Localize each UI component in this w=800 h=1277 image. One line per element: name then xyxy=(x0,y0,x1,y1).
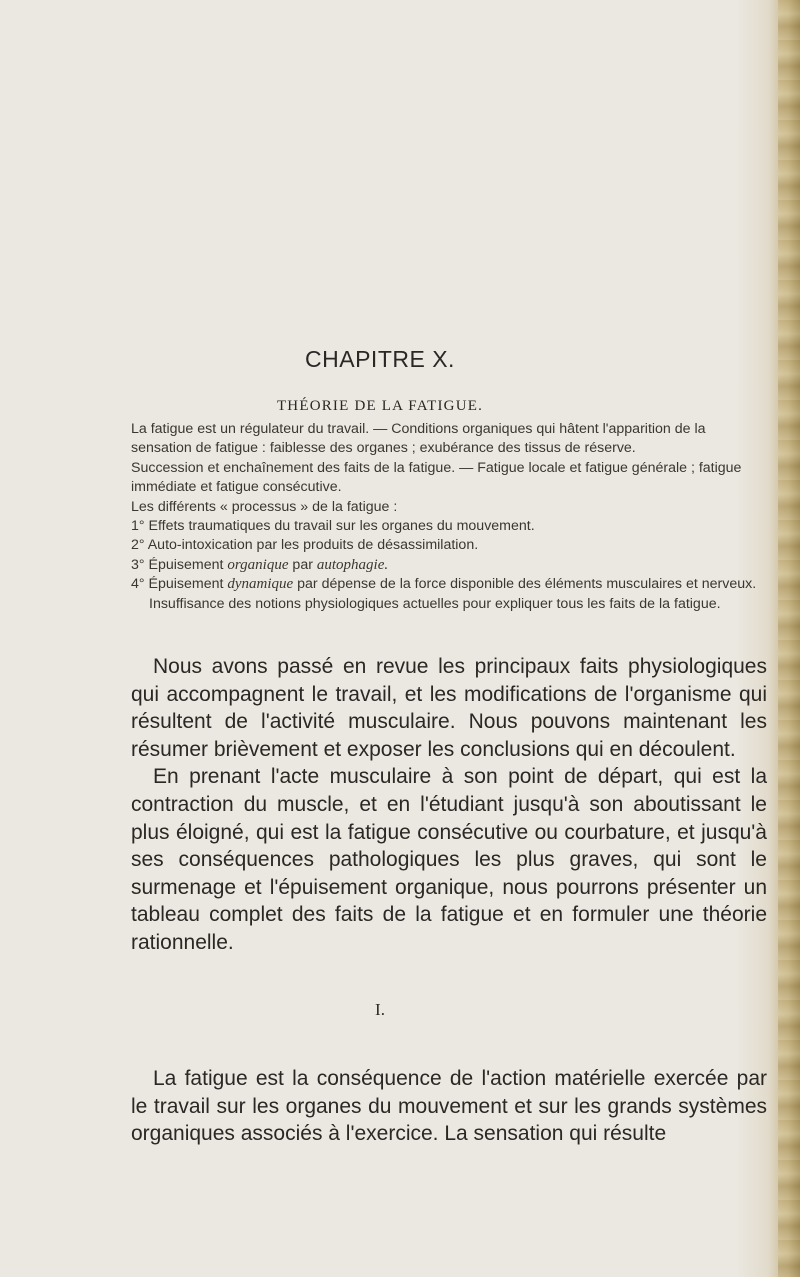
body-text xyxy=(131,653,767,957)
body-paragraph-2: En prenant l'acte musculaire à son point de départ, qui est la contraction du muscle, et en l'étudiant jusqu'à son aboutissant le plus éloigné, qui est la fatigue consécutive ou courbature, et jusqu'à ses conséquences pathologiques les plus graves, qui sont le surmenage et l'épuisement organique, nous pourrons présenter un tableau complet des faits de la fatigue et en formuler une théorie rationnelle. xyxy=(131,765,767,954)
chapter-heading: THÉORIE DE LA FATIGUE. xyxy=(276,398,484,414)
chapter-summary xyxy=(131,420,767,614)
body-paragraph-1: Nous avons passé en revue les principaux faits physiologiques qui accompagnent le travail, et les modifications de l'organisme qui résultent de l'activité musculaire. Nous pouvons maintenant les résumer brièvement et exposer les conclusions qui en découlent. xyxy=(131,655,767,761)
summary-item-4-emphasis: dynamique xyxy=(227,576,294,593)
summary-item-4-prefix: 4° Épuisement xyxy=(131,576,228,593)
summary-line: Les différents « processus » de la fatigue : xyxy=(131,498,398,515)
summary-item-2: 2° Auto-intoxication par les produits de désassimilation. xyxy=(131,537,479,554)
summary-item-3-emphasis: organique xyxy=(227,556,289,573)
page-edge xyxy=(778,0,800,1277)
summary-item-3-prefix: 3° Épuisement xyxy=(131,556,228,573)
summary-item-3-emphasis-2: autophagie. xyxy=(316,556,389,573)
summary-item-1: 1° Effets traumatiques du travail sur les organes du mouvement. xyxy=(131,518,535,535)
section-numeral: I. xyxy=(375,1000,385,1019)
summary-line: La fatigue est un régulateur du travail. — Conditions organiques qui hâtent l'apparition de la sensation de fatigue : faiblesse des organes ; exubérance des tissus de réserve. xyxy=(131,421,706,457)
section-paragraph-1: La fatigue est la conséquence de l'action matérielle exercée par le travail sur les organes du mouvement et sur les grands systèmes organiques associés à l'exercice. La sensation qui résulte xyxy=(131,1067,767,1146)
summary-line: Succession et enchaînement des faits de la fatigue. — Fatigue locale et fatigue générale ; fatigue immédiate et fatigue consécutive. xyxy=(131,459,742,496)
summary-item-3-mid: par xyxy=(288,556,317,573)
summary-item-3 xyxy=(131,556,767,575)
summary-item-4 xyxy=(131,575,767,614)
chapter-title: CHAPITRE X. xyxy=(305,346,455,372)
summary-item-4-rest: par dépense de la force disponible des éléments musculaires et nerveux. Insuffisance des notions physiologiques actuelles pour expliquer tous les faits de la fatigue. xyxy=(149,576,757,612)
